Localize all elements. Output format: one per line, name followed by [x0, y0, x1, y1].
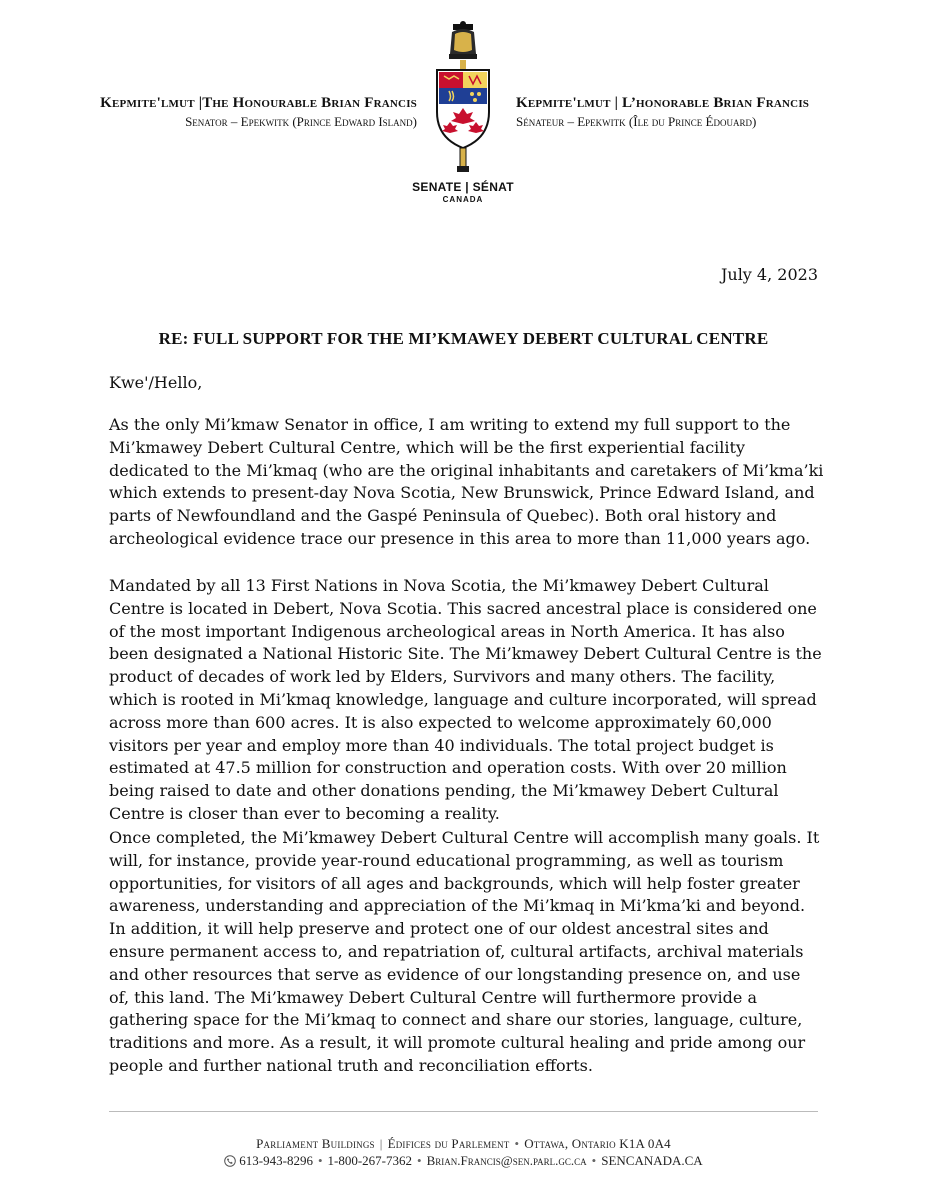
letter-subject: RE: FULL SUPPORT FOR THE MI’KMAWEY DEBERT CULTURAL CENTRE [158, 329, 769, 348]
body-paragraph: Mandated by all 13 First Nations in Nova Scotia, the Mi’kmawey Debert Cultural Centre is located in Debert, Nova Scotia. This sacred ancestral place is considered one of the most important Indigenous archeological areas in North America. It has also been designated a National Historic Site. The Mi’kmawey Debert Cultural Centre is the product of decades of work led by Elders, Survivors and many others. The facility, which is rooted in Mi’kmaq knowledge, language and culture incorporated, will spread across more than 600 acres. It is also expected to welcome approximately 60,000 visitors per year and employ more than 40 individuals. The total project budget is estimated at 47.5 million for construction and operation costs. With over 20 million being raised to date and other donations pending, the Mi’kmawey Debert Cultural Centre is closer than ever to becoming a reality. [109, 576, 822, 823]
senator-name-fr: Kepmite'lmut | L’honorable Brian Francis [516, 95, 810, 111]
website-link[interactable]: SENCANADA.CA [601, 1153, 703, 1168]
footer-address: Parliament Buildings | Édifices du Parlement • Ottawa, Ontario K1A 0A4 [256, 1136, 671, 1151]
senate-crest-icon [422, 20, 504, 178]
address-building-en: Parliament Buildings [256, 1136, 375, 1151]
senator-name-en: Kepmite'lmut |The Honourable Brian Francis [100, 95, 417, 111]
canada-wordmark: CANADA [442, 195, 484, 204]
address-city: Ottawa, Ontario K1A 0A4 [524, 1136, 671, 1151]
email-link[interactable]: Brian.Francis@sen.parl.gc.ca [426, 1153, 587, 1168]
header-right [516, 93, 809, 130]
body-paragraph: As the only Mi’kmaw Senator in office, I am writing to extend my full support to the Mi’kmawey Debert Cultural Centre, which will be the first experiential facility dedicated to the Mi’kmaq (who are the original inhabitants and caretakers of Mi’kma’ki which extends to present-day Nova Scotia, New Brunswick, Prince Edward Island, and parts of Newfoundland and the Gaspé Peninsula of Quebec). Both oral history and archeological evidence trace our presence in this area to more than 11,000 years ago. [109, 415, 824, 548]
senator-title-en: Senator – Epekwitk (Prince Edward Island) [185, 114, 417, 129]
footer-divider [109, 1111, 818, 1112]
header-left [100, 93, 417, 130]
body-paragraph: Once completed, the Mi’kmawey Debert Cultural Centre will accomplish many goals. It will, for instance, provide year-round educational programming, as well as tourism opportunities, for visitors of all ages and backgrounds, which will help foster greater awareness, understanding and appreciation of the Mi’kmaq in Mi’kma’ki and beyond. In addition, it will help preserve and protect one of our oldest ancestral sites and ensure permanent access to, and repatriation of, cultural artifacts, archival materials and other resources that serve as evidence of our longstanding presence on, and use of, this land. The Mi’kmawey Debert Cultural Centre will furthermore provide a gathering space for the Mi’kmaq to connect and share our stories, language, culture, traditions and more. As a result, it will promote cultural healing and pride among our people and further national truth and reconciliation efforts. [109, 828, 820, 1075]
letter-date: July 4, 2023 [720, 265, 818, 284]
letter-greeting: Kwe'/Hello, [109, 373, 203, 392]
toll-free-number[interactable]: 1-800-267-7362 [327, 1153, 413, 1168]
footer-contact: 613-943-8296 • 1-800-267-7362 • Brian.Francis@sen.parl.gc.ca • SENCANADA.CA [0, 1153, 927, 1169]
phone-number[interactable]: 613-943-8296 [239, 1153, 313, 1168]
senator-title-fr: Sénateur – Epekwitk (Île du Prince Édouard) [516, 114, 757, 129]
senate-wordmark: SENATE | SÉNAT [412, 180, 514, 194]
phone-icon [224, 1155, 236, 1167]
address-building-fr: Édifices du Parlement [387, 1136, 510, 1151]
